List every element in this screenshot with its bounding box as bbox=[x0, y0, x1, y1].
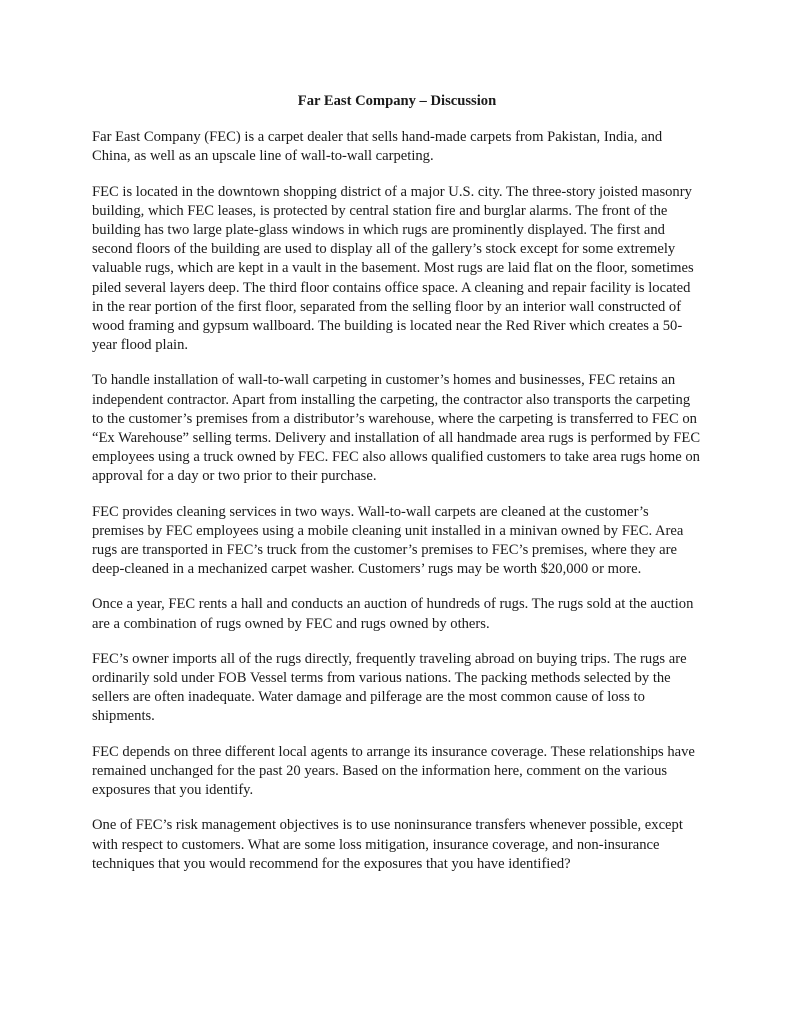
paragraph-imports: FEC’s owner imports all of the rugs directly, frequently traveling abroad on buying trips. The rugs are ordinarily sold under FOB Vessel terms from various nations. The packing methods selected by the sellers are often inadequate. Water damage and pilferage are the most common cause of loss to shipments. bbox=[92, 650, 687, 725]
paragraph-installation: To handle installation of wall-to-wall carpeting in customer’s homes and businesses, FEC retains an independent contractor. Apart from installing the carpeting, the contractor also transports the carpeting to the customer’s premises from a distributor’s warehouse, where the carpeting is transferred to FEC on “Ex Warehouse” selling terms. Delivery and installation of all handmade area rugs is performed by FEC employees using a truck owned by FEC. FEC also allows qualified customers to take area rugs home on approval for a day or two prior to their purchase. bbox=[92, 372, 701, 485]
paragraph-objectives: One of FEC’s risk management objectives is to use noninsurance transfers whenever possible, except with respect to customers. What are some loss mitigation, insurance coverage, and non-insurance techniques that you would recommend for the exposures that you have identified? bbox=[92, 817, 683, 872]
paragraph-auction: Once a year, FEC rents a hall and conducts an auction of hundreds of rugs. The rugs sold at the auction are a combination of rugs owned by FEC and rugs owned by others. bbox=[92, 596, 694, 632]
paragraph-cleaning: FEC provides cleaning services in two ways. Wall-to-wall carpets are cleaned at the customer’s premises by FEC employees using a mobile cleaning unit installed in a minivan owned by FEC. Area rugs are transported in FEC’s truck from the customer’s premises to FEC’s premises, where they are deep-cleaned in a mechanized carpet washer. Customers’ rugs may be worth $20,000 or more. bbox=[92, 503, 684, 578]
paragraph-agents: FEC depends on three different local agents to arrange its insurance coverage. These relationships have remained unchanged for the past 20 years. Based on the information here, comment on the various exposures that you identify. bbox=[92, 743, 695, 799]
document-title: Far East Company – Discussion bbox=[297, 93, 497, 109]
paragraph-intro: Far East Company (FEC) is a carpet dealer that sells hand-made carpets from Pakistan, India, and China, as well as an upscale line of wall-to-wall carpeting. bbox=[92, 129, 663, 165]
paragraph-building: FEC is located in the downtown shopping district of a major U.S. city. The three-story joisted masonry building, which FEC leases, is protected by central station fire and burglar alarms. The front of the building has two large plate-glass windows in which rugs are prominently displayed. The first and second floors of the building are used to display all of the gallery’s stock except for some extremely valuable rugs, which are kept in a vault in the basement. Most rugs are laid flat on the floor, sometimes piled several layers deep. The third floor contains office space. A cleaning and repair facility is located in the rear portion of the first floor, separated from the selling floor by an interior wall constructed of wood framing and gypsum wallboard. The building is located near the Red River which creates a 50-year flood plain. bbox=[92, 183, 694, 354]
document-page bbox=[92, 92, 702, 890]
